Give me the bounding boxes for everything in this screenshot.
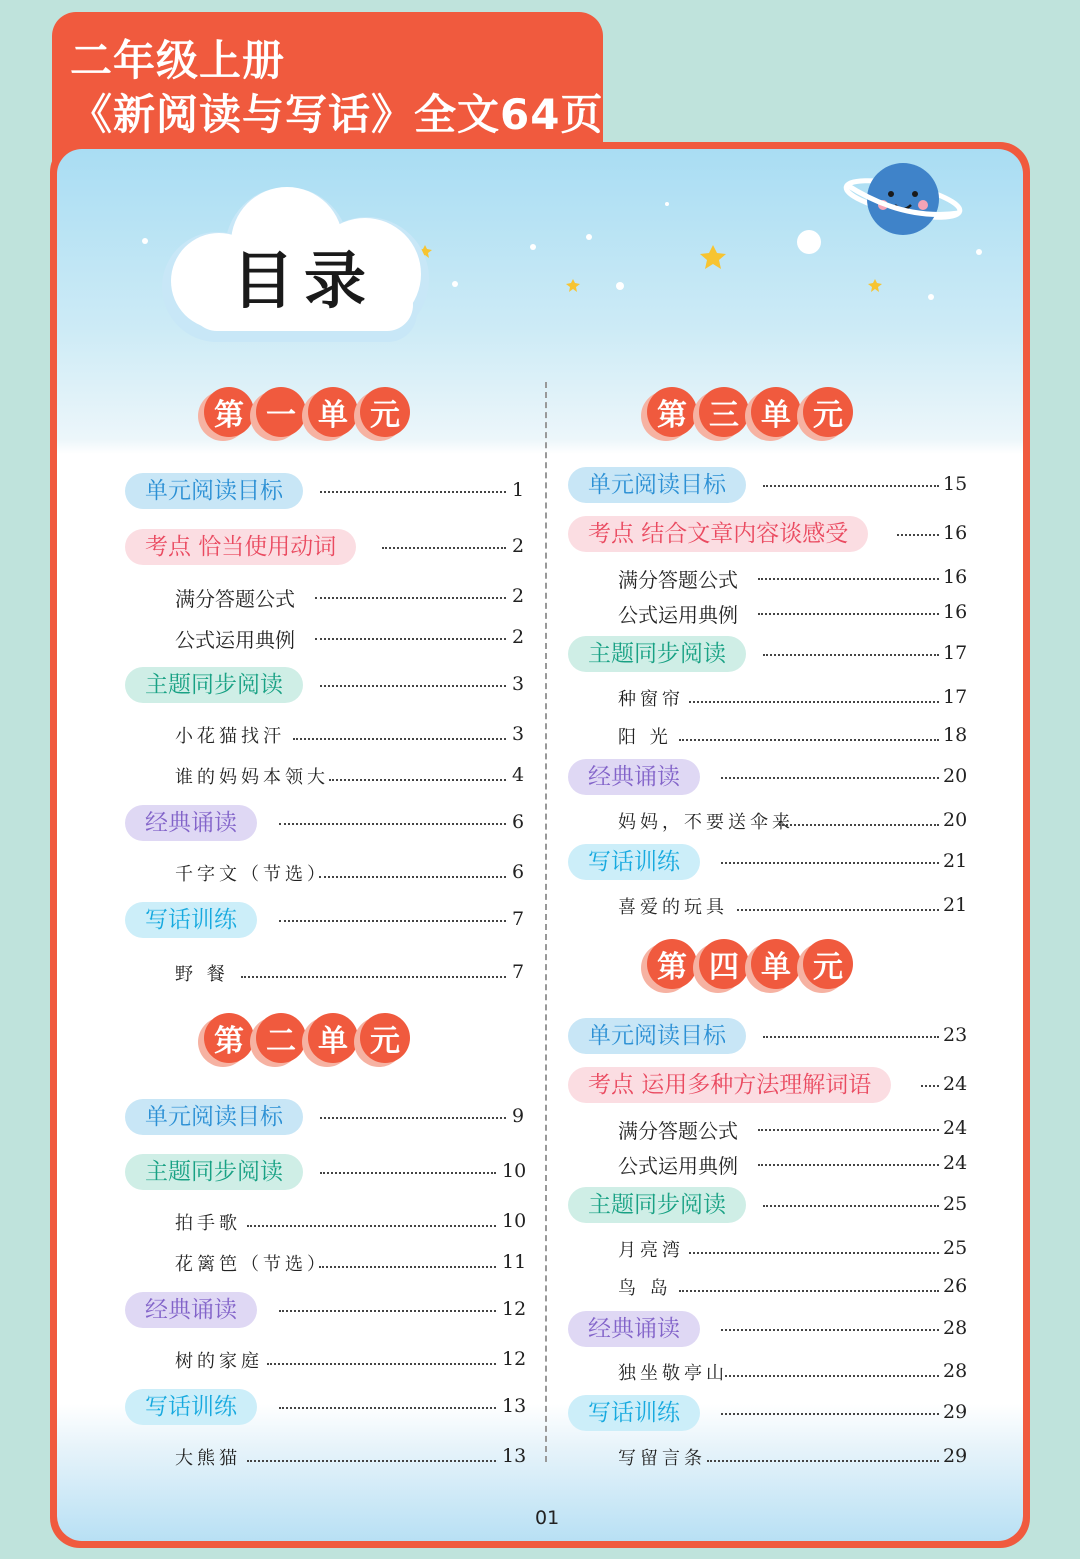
unit-char: 三 — [699, 387, 749, 437]
toc-entry[interactable]: 树的家庭 — [175, 1351, 263, 1372]
unit-char: 单 — [308, 387, 358, 437]
leader-dots — [247, 1460, 496, 1462]
toc-entry[interactable]: 独坐敬亭山 — [618, 1363, 728, 1384]
toc-entry[interactable]: 主题同步阅读 — [568, 1187, 746, 1223]
toc-entry[interactable]: 千字文（节选） — [175, 864, 329, 885]
leader-dots — [382, 547, 506, 549]
leader-dots — [279, 920, 506, 922]
leader-dots — [320, 491, 506, 493]
leader-dots — [320, 1117, 506, 1119]
page-ref: 6 — [512, 811, 525, 833]
toc-entry[interactable]: 写话训练 — [125, 1389, 257, 1425]
page-ref: 3 — [512, 673, 525, 695]
page-ref: 29 — [943, 1445, 968, 1467]
unit-char: 第 — [647, 939, 697, 989]
toc-title: 目录 — [232, 244, 377, 317]
unit-char: 单 — [308, 1013, 358, 1063]
page-ref: 17 — [943, 686, 968, 708]
toc-entry[interactable]: 公式运用典例 — [175, 628, 295, 652]
toc-entry[interactable]: 单元阅读目标 — [125, 1099, 303, 1135]
leader-dots — [267, 1363, 496, 1365]
toc-entry[interactable]: 考点 恰当使用动词 — [125, 529, 356, 565]
page-ref: 17 — [943, 642, 968, 664]
leader-dots — [293, 738, 506, 740]
toc-entry[interactable]: 写话训练 — [125, 902, 257, 938]
leader-dots — [707, 1460, 939, 1462]
header-book-title: 《新阅读与写话》全文64页 — [70, 90, 604, 139]
leader-dots — [758, 613, 939, 615]
leader-dots — [689, 701, 939, 703]
page-number: 01 — [535, 1507, 560, 1529]
leader-dots — [721, 862, 939, 864]
leader-dots — [763, 485, 939, 487]
header-grade: 二年级上册 — [70, 36, 286, 85]
page-ref: 25 — [943, 1237, 968, 1259]
page-ref: 16 — [943, 566, 968, 588]
leader-dots — [721, 1413, 939, 1415]
leader-dots — [763, 654, 939, 656]
leader-dots — [320, 1172, 496, 1174]
toc-entry[interactable]: 满分答题公式 — [618, 1119, 738, 1143]
leader-dots — [689, 1252, 939, 1254]
unit-4-heading — [647, 939, 853, 989]
toc-entry[interactable]: 大熊猫 — [175, 1448, 241, 1469]
unit-char: 二 — [256, 1013, 306, 1063]
toc-entry[interactable]: 写话训练 — [568, 844, 700, 880]
unit-char: 元 — [803, 387, 853, 437]
leader-dots — [679, 1290, 939, 1292]
leader-dots — [279, 1310, 496, 1312]
toc-entry[interactable]: 写话训练 — [568, 1395, 700, 1431]
leader-dots — [725, 1375, 939, 1377]
toc-entry[interactable]: 单元阅读目标 — [568, 467, 746, 503]
page-ref: 28 — [943, 1360, 968, 1382]
toc-entry[interactable]: 小花猫找汗 — [175, 726, 285, 747]
page-ref: 25 — [943, 1193, 968, 1215]
page-ref: 20 — [943, 765, 968, 787]
unit-1-heading — [204, 387, 410, 437]
toc-entry[interactable]: 鸟 岛 — [618, 1278, 672, 1299]
leader-dots — [779, 824, 939, 826]
leader-dots — [721, 777, 939, 779]
page-ref: 28 — [943, 1317, 968, 1339]
page-ref: 2 — [512, 585, 525, 607]
page-ref: 9 — [512, 1105, 525, 1127]
page-ref: 6 — [512, 861, 525, 883]
toc-entry[interactable]: 野 餐 — [175, 964, 229, 985]
toc-entry[interactable]: 满分答题公式 — [175, 587, 295, 611]
page-ref: 15 — [943, 473, 968, 495]
leader-dots — [763, 1036, 939, 1038]
toc-entry[interactable]: 阳 光 — [618, 727, 672, 748]
leader-dots — [241, 976, 506, 978]
unit-char: 一 — [256, 387, 306, 437]
page-ref: 12 — [502, 1298, 527, 1320]
toc-entry[interactable]: 满分答题公式 — [618, 568, 738, 592]
page-ref: 7 — [512, 961, 525, 983]
page-ref: 12 — [502, 1348, 527, 1370]
leader-dots — [319, 876, 506, 878]
toc-panel — [57, 149, 1023, 1541]
leader-dots — [758, 1129, 939, 1131]
toc-entry[interactable]: 写留言条 — [618, 1448, 706, 1469]
page-ref: 7 — [512, 908, 525, 930]
toc-entry[interactable]: 经典诵读 — [568, 1311, 700, 1347]
page-ref: 24 — [943, 1152, 968, 1174]
planet-icon — [843, 161, 963, 251]
page-ref: 16 — [943, 522, 968, 544]
leader-dots — [315, 638, 506, 640]
toc-entry[interactable]: 公式运用典例 — [618, 1154, 738, 1178]
page-ref: 1 — [512, 479, 525, 501]
leader-dots — [721, 1329, 939, 1331]
leader-dots — [897, 534, 939, 536]
page-ref: 20 — [943, 809, 968, 831]
unit-char: 单 — [751, 939, 801, 989]
unit-char: 第 — [204, 1013, 254, 1063]
toc-entry[interactable]: 单元阅读目标 — [568, 1018, 746, 1054]
unit-char: 元 — [360, 387, 410, 437]
toc-entry[interactable]: 主题同步阅读 — [125, 1154, 303, 1190]
leader-dots — [737, 909, 939, 911]
unit-char: 四 — [699, 939, 749, 989]
toc-entry[interactable]: 月亮湾 — [618, 1240, 684, 1261]
page-ref: 10 — [502, 1160, 527, 1182]
leader-dots — [279, 1407, 496, 1409]
toc-entry[interactable]: 公式运用典例 — [618, 603, 738, 627]
toc-entry[interactable]: 主题同步阅读 — [568, 636, 746, 672]
page-ref: 21 — [943, 850, 968, 872]
page-ref: 24 — [943, 1073, 968, 1095]
leader-dots — [320, 685, 506, 687]
unit-2-heading — [204, 1013, 410, 1063]
page-ref: 16 — [943, 601, 968, 623]
page-ref: 2 — [512, 626, 525, 648]
toc-entry[interactable]: 妈妈，不要送伞来 — [618, 812, 794, 833]
page-ref: 13 — [502, 1395, 527, 1417]
unit-char: 单 — [751, 387, 801, 437]
page-ref: 2 — [512, 535, 525, 557]
column-divider — [545, 382, 547, 1462]
leader-dots — [763, 1205, 939, 1207]
page-ref: 21 — [943, 894, 968, 916]
page-ref: 23 — [943, 1024, 968, 1046]
toc-entry[interactable]: 经典诵读 — [125, 1292, 257, 1328]
toc-entry[interactable]: 经典诵读 — [568, 759, 700, 795]
leader-dots — [921, 1085, 939, 1087]
page-ref: 18 — [943, 724, 968, 746]
leader-dots — [329, 779, 506, 781]
toc-entry[interactable]: 花篱笆（节选） — [175, 1254, 329, 1275]
page-ref: 13 — [502, 1445, 527, 1467]
toc-entry[interactable]: 考点 结合文章内容谈感受 — [568, 516, 868, 552]
unit-char: 元 — [803, 939, 853, 989]
unit-char: 元 — [360, 1013, 410, 1063]
page-ref: 11 — [502, 1251, 527, 1273]
leader-dots — [758, 1164, 939, 1166]
leader-dots — [319, 1266, 496, 1268]
toc-entry[interactable]: 拍手歌 — [175, 1213, 241, 1234]
leader-dots — [247, 1225, 496, 1227]
leader-dots — [758, 578, 939, 580]
toc-entry[interactable]: 经典诵读 — [125, 805, 257, 841]
toc-entry[interactable]: 喜爱的玩具 — [618, 897, 728, 918]
unit-char: 第 — [204, 387, 254, 437]
page-ref: 24 — [943, 1117, 968, 1139]
toc-entry[interactable]: 单元阅读目标 — [125, 473, 303, 509]
toc-entry[interactable]: 种窗帘 — [618, 689, 684, 710]
page-ref: 29 — [943, 1401, 968, 1423]
page-ref: 10 — [502, 1210, 527, 1232]
toc-entry[interactable]: 考点 运用多种方法理解词语 — [568, 1067, 891, 1103]
page-ref: 3 — [512, 723, 525, 745]
page-ref: 26 — [943, 1275, 968, 1297]
unit-char: 第 — [647, 387, 697, 437]
unit-3-heading — [647, 387, 853, 437]
leader-dots — [279, 823, 506, 825]
toc-entry[interactable]: 谁的妈妈本领大 — [175, 767, 329, 788]
page-ref: 4 — [512, 764, 525, 786]
leader-dots — [315, 597, 506, 599]
leader-dots — [679, 739, 939, 741]
toc-entry[interactable]: 主题同步阅读 — [125, 667, 303, 703]
